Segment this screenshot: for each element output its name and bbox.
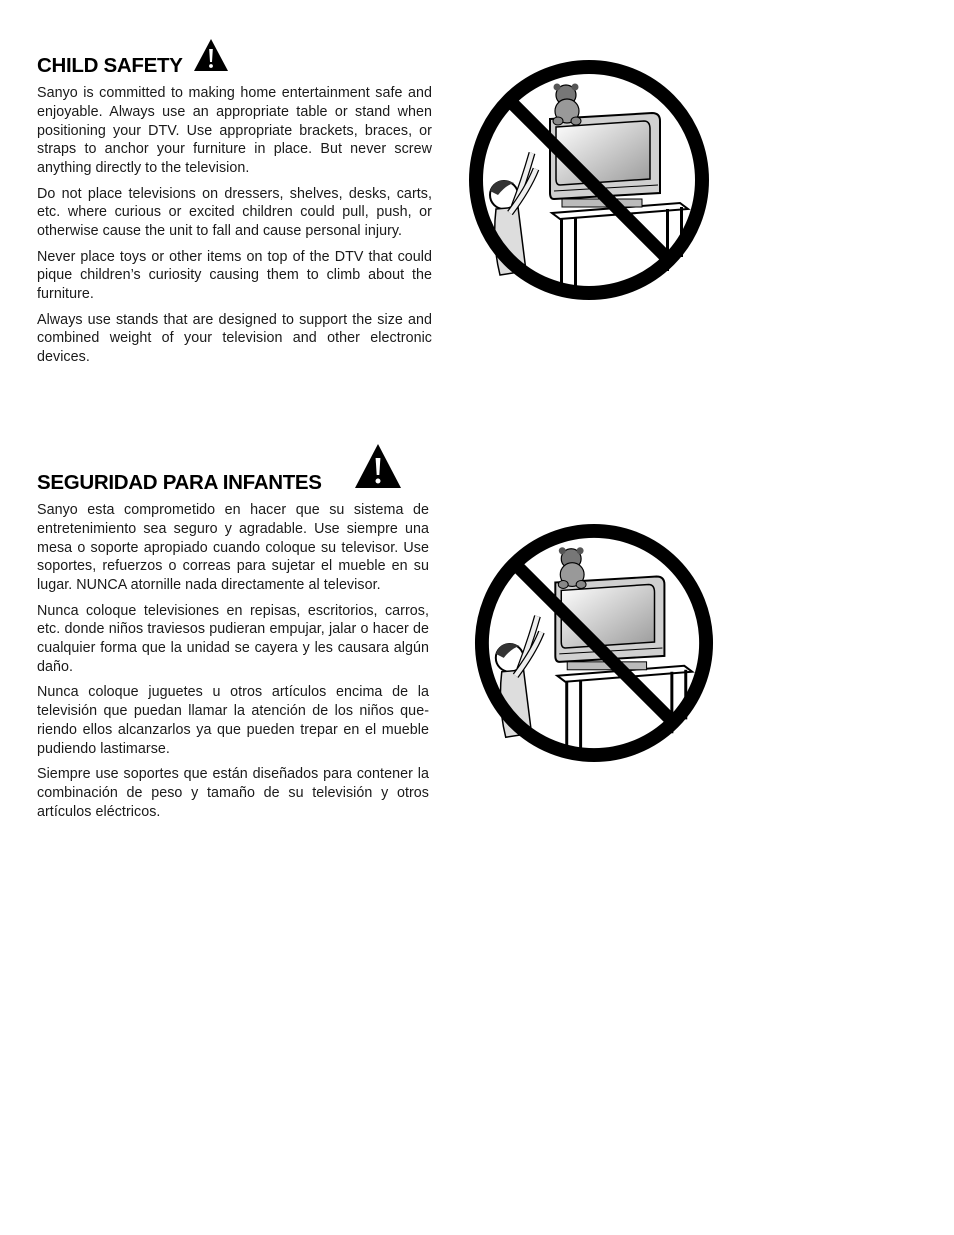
paragraph: Sanyo esta comprometido en hacer que su sistema de entretenimiento sea seguro y agradable. Use siempre una mesa o soporte apropiado cuando coloque su televisor. Use soportes, refuerzos o correas para sujetar el mueble en su lugar. NUNCA atornille nada directamente al televisor. <box>37 502 429 594</box>
paragraph: Never place toys or other items on top of the DTV that could pique children’s curiosity causing them to climb about the furniture. <box>37 248 432 303</box>
paragraph: Nunca coloque juguetes u otros artículos encima de la televisión que puedan llamar la atención de los niños que-riendo ellos alcanzarlos ya que pueden trepar en el mueble pudiendo lastimarse. <box>37 684 429 757</box>
section-title <box>37 38 432 78</box>
paragraph: Sanyo is committed to making home entertainment safe and enjoyable. Always use an appropriate table or stand when positioning your DTV. Use appropriate brackets, braces, or straps to anchor your furniture in place. But never screw anything directly to the television. <box>37 85 432 177</box>
no-child-climbing-tv-icon <box>466 57 712 303</box>
seguridad-section <box>37 443 429 828</box>
seguridad-title: SEGURIDAD PARA INFANTES <box>37 471 322 494</box>
no-child-climbing-tv-icon <box>472 521 716 765</box>
paragraph: Nunca coloque televisiones en repisas, escritorios, carros, etc. donde niños traviesos pudieran empujar, jalar o hacer de cualquier forma que la unidad se cayera y les causara algún daño. <box>37 602 429 675</box>
paragraph: Always use stands that are designed to support the size and combined weight of your television and other electronic devices. <box>37 311 432 366</box>
section-title <box>37 443 429 495</box>
paragraph: Siempre use soportes que están diseñados para contener la combinación de peso y tamaño de su televisión y otros artículos eléctricos. <box>37 766 429 820</box>
child-safety-section <box>37 38 432 374</box>
warning-triangle-icon <box>354 443 402 495</box>
warning-triangle-icon <box>193 38 229 78</box>
child-safety-title: CHILD SAFETY <box>37 54 183 77</box>
paragraph: Do not place televisions on dressers, shelves, desks, carts, etc. where curious or excited children could pull, push, or otherwise cause the unit to fall and cause personal injury. <box>37 185 432 240</box>
